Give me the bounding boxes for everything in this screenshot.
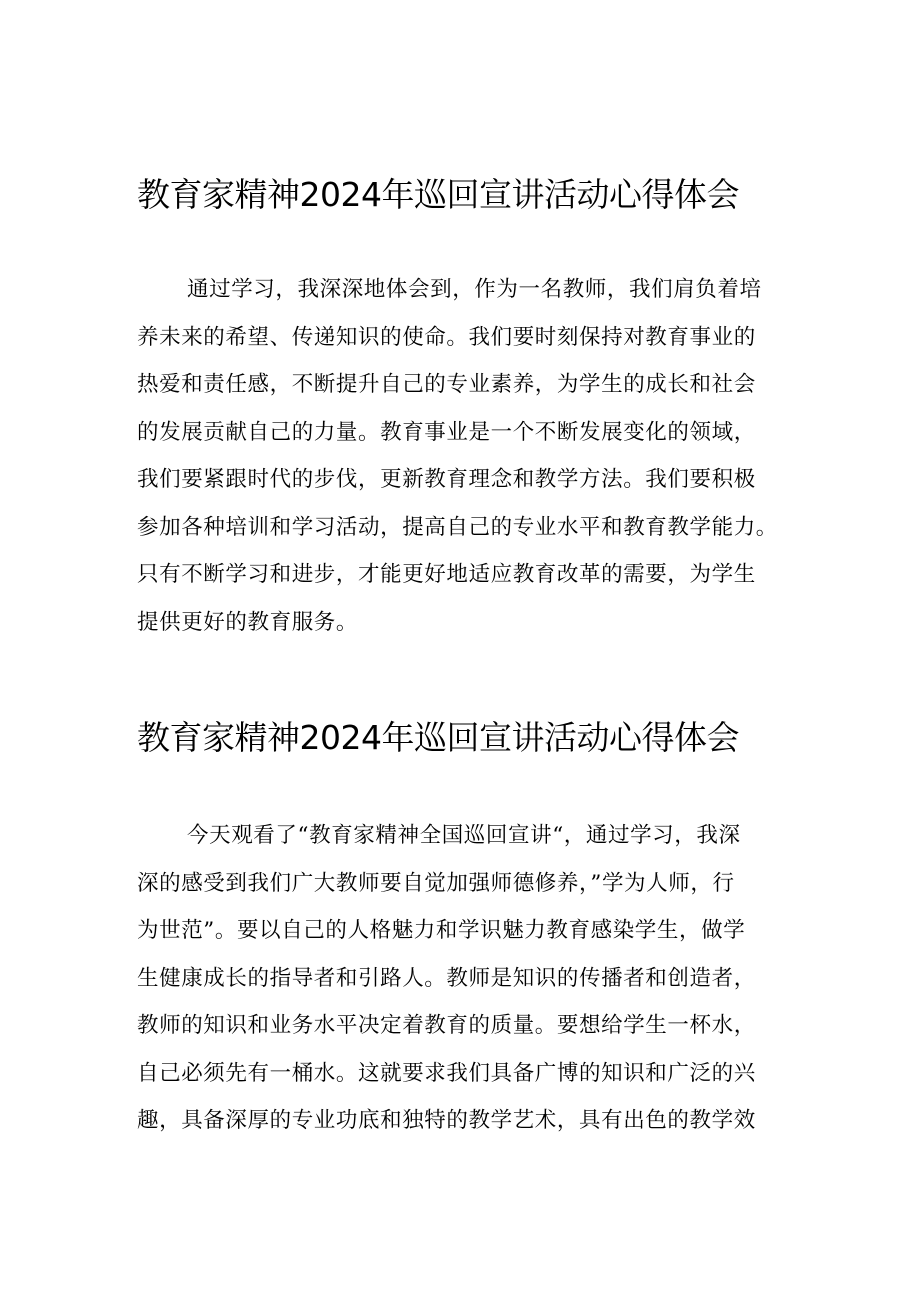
- paragraph-line: 参加各种培训和学习活动，提高自己的专业水平和教育教学能力。: [137, 514, 778, 540]
- paragraph-line: 提供更好的教育服务。: [137, 609, 359, 635]
- paragraph-line: 为世范”。要以自己的人格魅力和学识魅力教育感染学生，做学: [137, 918, 746, 943]
- paragraph-line: 养未来的希望、传递知识的使命。我们要时刻保持对教育事业的: [137, 324, 756, 350]
- section-2-title: 教育家精神2024年巡回宣讲活动心得体会: [137, 718, 739, 757]
- paragraph-line: 自己必须先有一桶水。这就要求我们具备广博的知识和广泛的兴: [137, 1060, 756, 1086]
- section-1-title: 教育家精神2024年巡回宣讲活动心得体会: [137, 175, 739, 214]
- paragraph-line: 趣，具备深厚的专业功底和独特的教学艺术，具有出色的教学效: [137, 1108, 756, 1133]
- paragraph-line: 教师的知识和业务水平决定着教育的质量。要想给学生一杯水，: [137, 1013, 756, 1038]
- paragraph-line: 深的感受到我们广大教师要自觉加强师德修养，”学为人师，行: [137, 870, 735, 896]
- section-2-paragraph: [137, 812, 797, 1145]
- paragraph-line: 通过学习，我深深地体会到，作为一名教师，我们肩负着培: [187, 277, 762, 302]
- paragraph-line: 热爱和责任感，不断提升自己的专业素养，为学生的成长和社会: [137, 372, 756, 397]
- paragraph-line: 的发展贡献自己的力量。教育事业是一个不断发展变化的领域，: [137, 419, 756, 445]
- paragraph-line: 今天观看了“教育家精神全国巡回宣讲“，通过学习，我深: [187, 823, 741, 848]
- paragraph-line: 只有不断学习和进步，才能更好地适应教育改革的需要，为学生: [137, 562, 756, 587]
- section-1-paragraph: [137, 266, 797, 646]
- paragraph-line: 生健康成长的指导者和引路人。教师是知识的传播者和创造者，: [137, 965, 756, 991]
- paragraph-line: 我们要紧跟时代的步伐，更新教育理念和教学方法。我们要积极: [137, 467, 756, 492]
